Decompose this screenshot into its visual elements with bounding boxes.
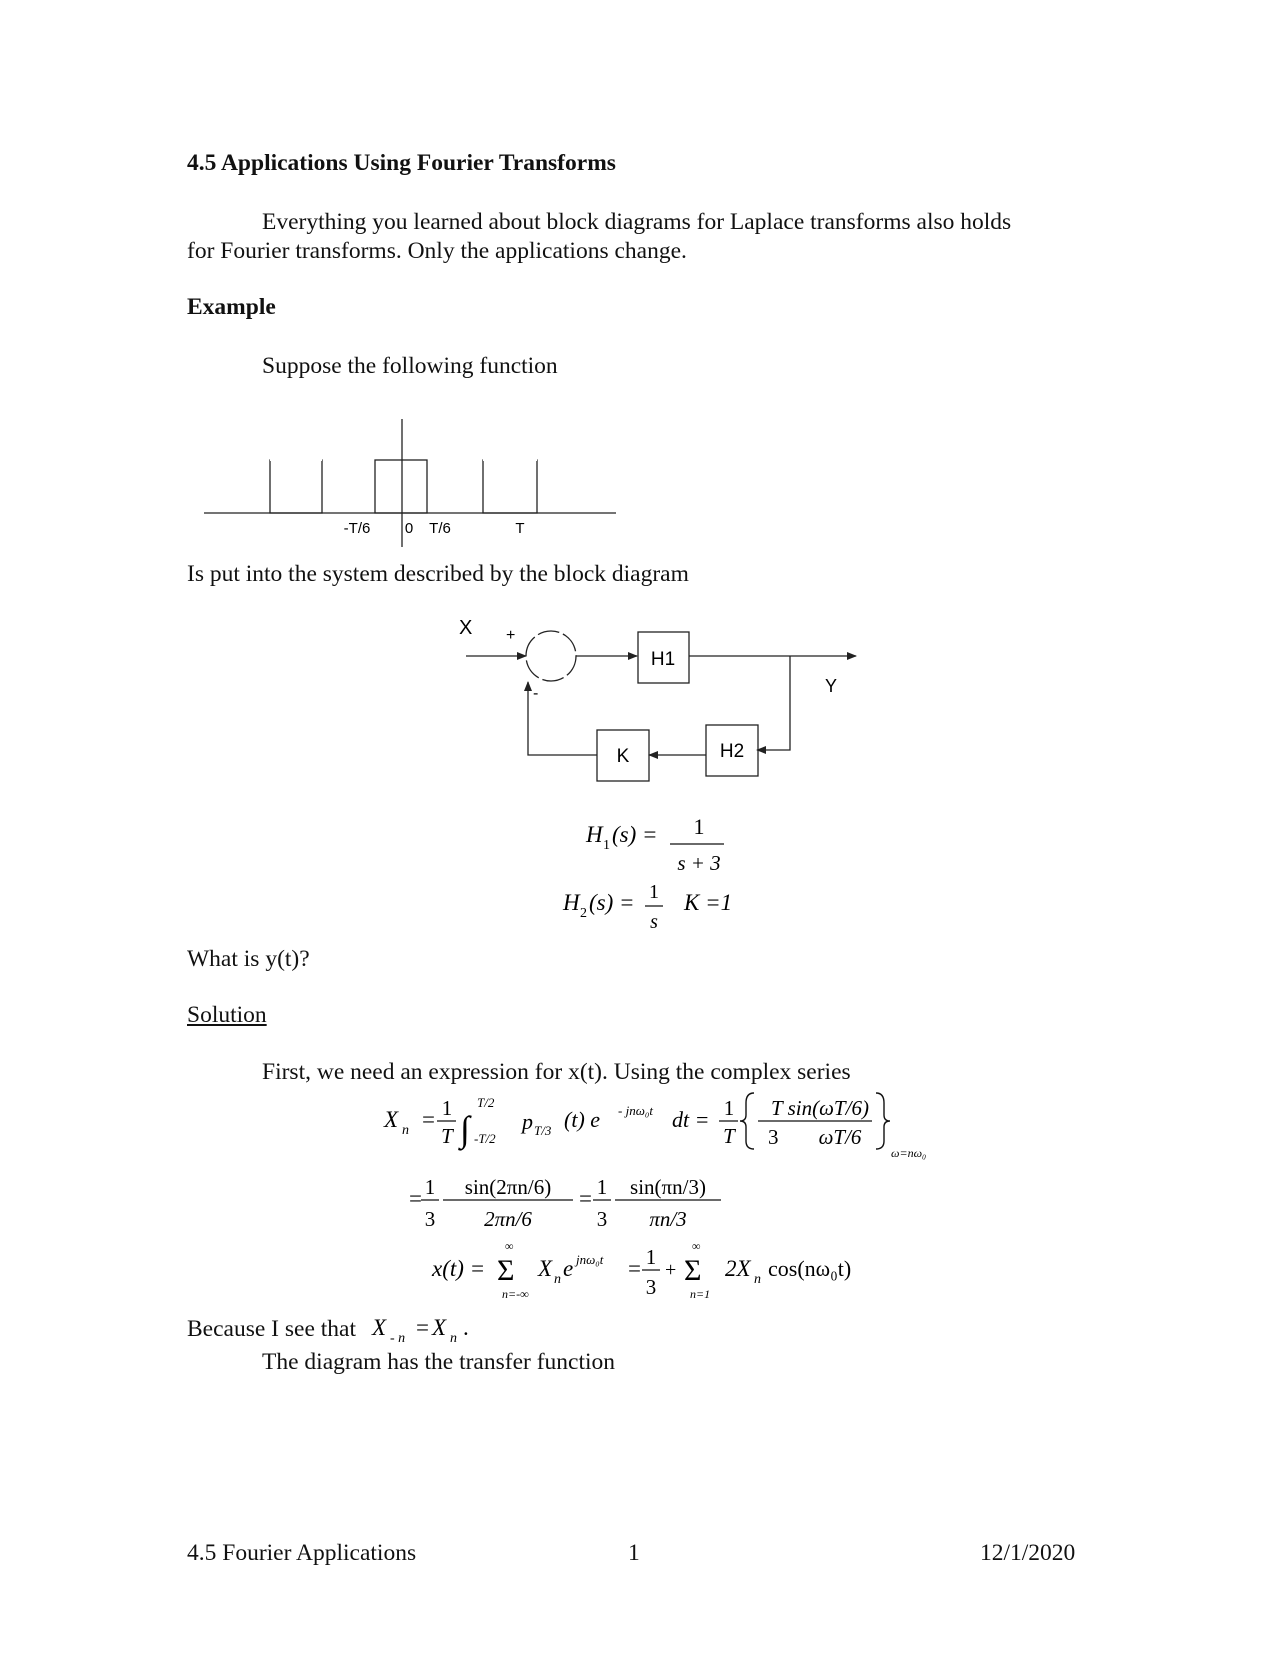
h2-sub: 2 [580, 906, 587, 921]
sum1-bottom: n=-∞ [502, 1287, 529, 1301]
pulse-right [483, 460, 537, 513]
question-text: What is y(t)? [187, 946, 310, 972]
dt-eq: dt = [672, 1107, 710, 1132]
simp-eq2: = [579, 1186, 592, 1211]
int-lower: -T/2 [474, 1131, 496, 1146]
int-upper: T/2 [477, 1095, 495, 1110]
because-end: . [463, 1315, 469, 1340]
transfer-text: The diagram has the transfer function [262, 1349, 616, 1375]
brace-num: T sin(ωT/6) [771, 1096, 869, 1120]
plus-sign: + [506, 627, 516, 644]
block-h1-label: H1 [650, 649, 676, 670]
equation-h2 [557, 876, 757, 940]
label-t6: T/6 [429, 520, 451, 537]
minus-sign: - [533, 685, 539, 702]
sum1-top: ∞ [505, 1239, 514, 1253]
equation-xt [430, 1236, 900, 1306]
footer-left: 4.5 Fourier Applications [187, 1540, 417, 1566]
eval-subscript: ω=nω₀ [891, 1146, 927, 1160]
simp-a-num: 1 [424, 1175, 436, 1199]
suppose-text: Suppose the following function [262, 353, 558, 379]
xn-frac-num: 1 [441, 1096, 453, 1120]
because-eq: = [416, 1315, 429, 1340]
block-k-label: K [616, 746, 630, 767]
h1-lhs: H [586, 822, 603, 847]
label-zero: 0 [404, 520, 414, 537]
label-t: T [515, 520, 525, 537]
sum2-sign: Σ [684, 1254, 702, 1287]
h2-num: 1 [649, 881, 659, 903]
h2-lhs: H [563, 890, 580, 915]
simp-b-den: 2πn/6 [484, 1207, 532, 1231]
brace-den-b: ωT/6 [818, 1125, 862, 1149]
first-text: First, we need an expression for x(t). Using the complex series [262, 1059, 851, 1085]
simp-d-den: πn/3 [649, 1207, 687, 1231]
integrand: p [522, 1109, 533, 1134]
xt-term2: 2X [725, 1256, 751, 1281]
because-text: Because I see that [187, 1316, 356, 1342]
xt-eq: = [628, 1256, 641, 1281]
because-math [370, 1305, 490, 1345]
xt-term1: X [538, 1256, 553, 1281]
left-brace [740, 1093, 754, 1149]
xt-term2-cos: cos(nω₀t) [768, 1256, 852, 1281]
integrand-arg: (t) e [564, 1107, 601, 1132]
simp-eq1: = [409, 1186, 422, 1211]
xt-plus: + [665, 1259, 677, 1281]
intro-line-2: for Fourier transforms. Only the applications change. [187, 238, 687, 264]
xn-frac2-num: 1 [723, 1096, 735, 1120]
footer-date: 12/1/2020 [980, 1540, 1076, 1566]
solution-label: Solution [187, 1002, 267, 1028]
simp-d-num: sin(πn/3) [630, 1175, 706, 1199]
is-put-text: Is put into the system described by the block diagram [187, 561, 689, 587]
input-label-x: X [459, 617, 473, 639]
xn-lhs-sub: n [402, 1123, 409, 1138]
summing-junction [526, 631, 576, 681]
xt-term2-sub: n [754, 1272, 761, 1287]
output-label-y: Y [825, 676, 838, 696]
because-b-sub: n [450, 1331, 457, 1345]
k-value: K =1 [684, 890, 733, 915]
sum1-sign: Σ [497, 1254, 515, 1287]
xt-frac-num: 1 [645, 1245, 657, 1269]
h1-den: s + 3 [677, 851, 721, 875]
xt-lhs: x(t) = [432, 1256, 486, 1281]
sum2-top: ∞ [692, 1239, 701, 1253]
footer-page-number: 1 [628, 1540, 640, 1566]
intro-line-1: Everything you learned about block diagrams for Laplace transforms also holds [262, 209, 1012, 235]
h1-num: 1 [693, 814, 705, 839]
equation-h1 [580, 808, 740, 876]
label-neg-t6: -T/6 [343, 520, 371, 537]
brace-den-a: 3 [768, 1125, 779, 1149]
exponent: - jnω₀t [618, 1103, 654, 1118]
equation-simplify [405, 1168, 735, 1234]
because-b: X [432, 1315, 447, 1340]
xt-frac-den: 3 [645, 1275, 657, 1299]
h2-den: s [650, 911, 658, 933]
xn-frac-den: T [441, 1124, 453, 1148]
simp-c-num: 1 [596, 1175, 608, 1199]
sum2-bottom: n=1 [690, 1287, 711, 1301]
pulse-train-figure [200, 415, 620, 547]
h2-arg: (s) = [589, 890, 635, 915]
h1-arg: (s) = [612, 822, 658, 847]
simp-a-den: 3 [424, 1207, 436, 1231]
because-a: X [372, 1315, 387, 1340]
xt-term1-e: e [563, 1256, 574, 1281]
integral-sign: ∫ [460, 1109, 470, 1149]
equation-xn [380, 1085, 940, 1165]
xn-lhs: X [384, 1107, 399, 1132]
xt-term1-sub: n [554, 1272, 561, 1287]
simp-c-den: 3 [596, 1207, 608, 1231]
k-to-sum-arrow [528, 682, 597, 755]
feedback-to-h2 [757, 656, 790, 750]
example-label: Example [187, 294, 276, 320]
pulse-center [375, 460, 427, 513]
xn-eq: = [422, 1107, 435, 1132]
section-heading: 4.5 Applications Using Fourier Transforms [187, 150, 616, 176]
integrand-sub: T/3 [534, 1123, 552, 1138]
xn-frac2-den: T [723, 1124, 735, 1148]
simp-b-num: sin(2πn/6) [464, 1175, 552, 1199]
block-diagram [440, 610, 880, 800]
pulse-left [270, 460, 322, 513]
right-brace [876, 1093, 890, 1149]
xt-term1-exp: jnω₀t [576, 1252, 604, 1267]
h1-sub: 1 [603, 838, 610, 853]
because-a-sub: - n [390, 1331, 406, 1345]
block-h2-label: H2 [719, 741, 745, 762]
